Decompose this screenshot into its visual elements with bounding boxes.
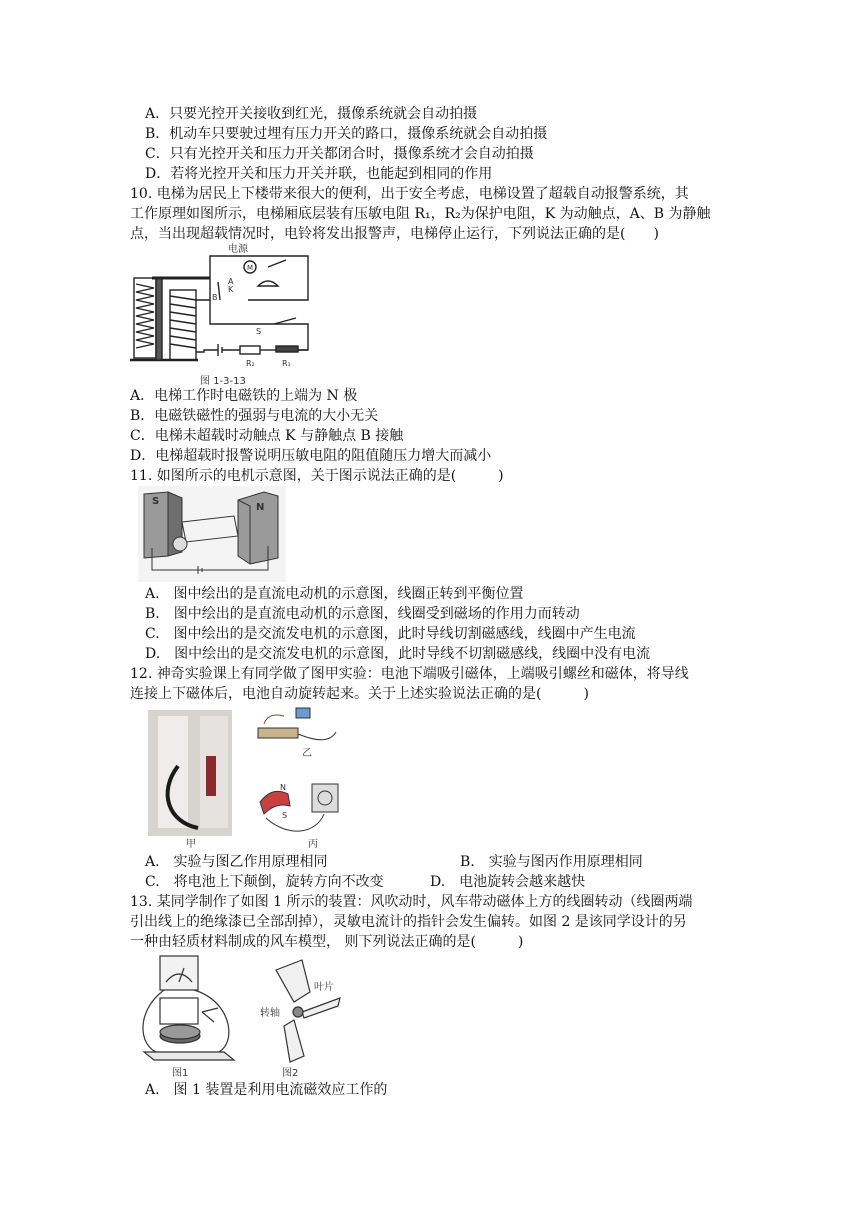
label-jia: 甲 bbox=[186, 839, 196, 850]
q9-option-a: A．只要光控开关接收到红光，摄像系统就会自动拍摄 bbox=[145, 106, 478, 122]
q10-stem-line2: 工作原理如图所示，电梯厢底层装有压敏电阻 R₁，R₂为保护电阻，K 为动触点，A、B 为静触 bbox=[130, 206, 711, 222]
q10-stem-line1: 10. 电梯为居民上下楼带来很大的便利，出于安全考虑，电梯设置了超载自动报警系统，其 bbox=[130, 186, 689, 202]
label-n: N bbox=[280, 783, 286, 792]
q10-option-d: D．电梯超载时报警说明压敏电阻的阻值随压力增大而减小 bbox=[130, 448, 492, 464]
label-yi: 乙 bbox=[302, 748, 312, 759]
q11-figure-motor bbox=[138, 486, 286, 582]
q9-option-c: C．只有光控开关和压力开关都闭合时，摄像系统才会自动拍摄 bbox=[145, 146, 534, 162]
label-r2: R₂ bbox=[246, 359, 255, 368]
label-s: S bbox=[282, 811, 288, 820]
label-bing: 丙 bbox=[308, 839, 318, 850]
q9-option-b: B．机动车只要驶过埋有压力开关的路口，摄像系统就会自动拍摄 bbox=[145, 126, 548, 142]
label-fig2: 图2 bbox=[282, 1068, 299, 1079]
label-motor: M bbox=[247, 264, 254, 272]
q10-option-c: C．电梯未超载时动触点 K 与静触点 B 接触 bbox=[130, 428, 404, 444]
label-contact-a: A bbox=[228, 277, 234, 286]
q10-option-b: B．电磁铁磁性的强弱与电流的大小无关 bbox=[130, 408, 379, 424]
q12-stem-line1: 12. 神奇实验课上有同学做了图甲实验：电池下端吸引磁体，上端吸引螺丝和磁体，将导线 bbox=[130, 666, 689, 682]
label-pole-s: S bbox=[152, 496, 160, 507]
q12-option-b: B. 实验与图丙作用原理相同 bbox=[460, 854, 643, 870]
q12-option-c: C. 将电池上下颠倒，旋转方向不改变 bbox=[145, 874, 384, 890]
label-r1: R₁ bbox=[282, 359, 291, 368]
label-pole-n: N bbox=[256, 502, 265, 513]
q13-stem-line1: 13. 某同学制作了如图 1 所示的装置：风吹动时，风车带动磁体上方的线圈转动（线圈两端 bbox=[130, 894, 693, 910]
q12-stem-line2: 连接上下磁体后，电池自动旋转起来。关于上述实验说法正确的是( ) bbox=[130, 686, 589, 702]
q12-figure-experiments bbox=[148, 702, 348, 850]
figure-caption: 图 1-3-13 bbox=[200, 376, 246, 387]
q11-option-a: A. 图中绘出的是直流电动机的示意图，线圈正转到平衡位置 bbox=[145, 586, 524, 602]
label-switch-s: S bbox=[256, 327, 262, 336]
q11-option-d: D. 图中绘出的是交流发电机的示意图，此时导线不切割磁感线，线圈中没有电流 bbox=[145, 646, 651, 662]
label-contact-k: K bbox=[228, 285, 234, 294]
q10-figure-elevator-circuit bbox=[128, 242, 328, 387]
label-blade: 叶片 bbox=[314, 982, 334, 993]
label-power: 电源 bbox=[228, 244, 248, 255]
q13-stem-line3: 一种由轻质材料制成的风车模型， 则下列说法正确的是( ) bbox=[130, 934, 524, 950]
q11-option-b: B. 图中绘出的是直流电动机的示意图，线圈受到磁场的作用力而转动 bbox=[145, 606, 580, 622]
label-axis: 转轴 bbox=[260, 1008, 280, 1019]
q12-option-d: D. 电池旋转会越来越快 bbox=[430, 874, 586, 890]
q12-option-a: A. 实验与图乙作用原理相同 bbox=[145, 854, 328, 870]
q10-stem-line3: 点，当出现超载情况时，电铃将发出报警声，电梯停止运行，下列说法正确的是( ) bbox=[130, 226, 659, 242]
q13-stem-line2: 引出线上的绝缘漆已全部刮掉），灵敏电流计的指针会发生偏转。如图 2 是该同学设计的另 bbox=[130, 914, 687, 930]
label-fig1: 图1 bbox=[172, 1068, 189, 1079]
q10-option-a: A．电梯工作时电磁铁的上端为 N 极 bbox=[130, 388, 358, 404]
q11-stem: 11. 如图所示的电机示意图，关于图示说法正确的是( ) bbox=[130, 468, 504, 484]
q11-option-c: C. 图中绘出的是交流发电机的示意图，此时导线切割磁感线，线圈中产生电流 bbox=[145, 626, 636, 642]
q13-figure-windmill bbox=[134, 952, 354, 1080]
q9-option-d: D．若将光控开关和压力开关并联，也能起到相同的作用 bbox=[145, 166, 493, 182]
label-contact-b: B bbox=[212, 293, 218, 302]
q13-option-a: A. 图 1 装置是利用电流磁效应工作的 bbox=[145, 1082, 388, 1098]
